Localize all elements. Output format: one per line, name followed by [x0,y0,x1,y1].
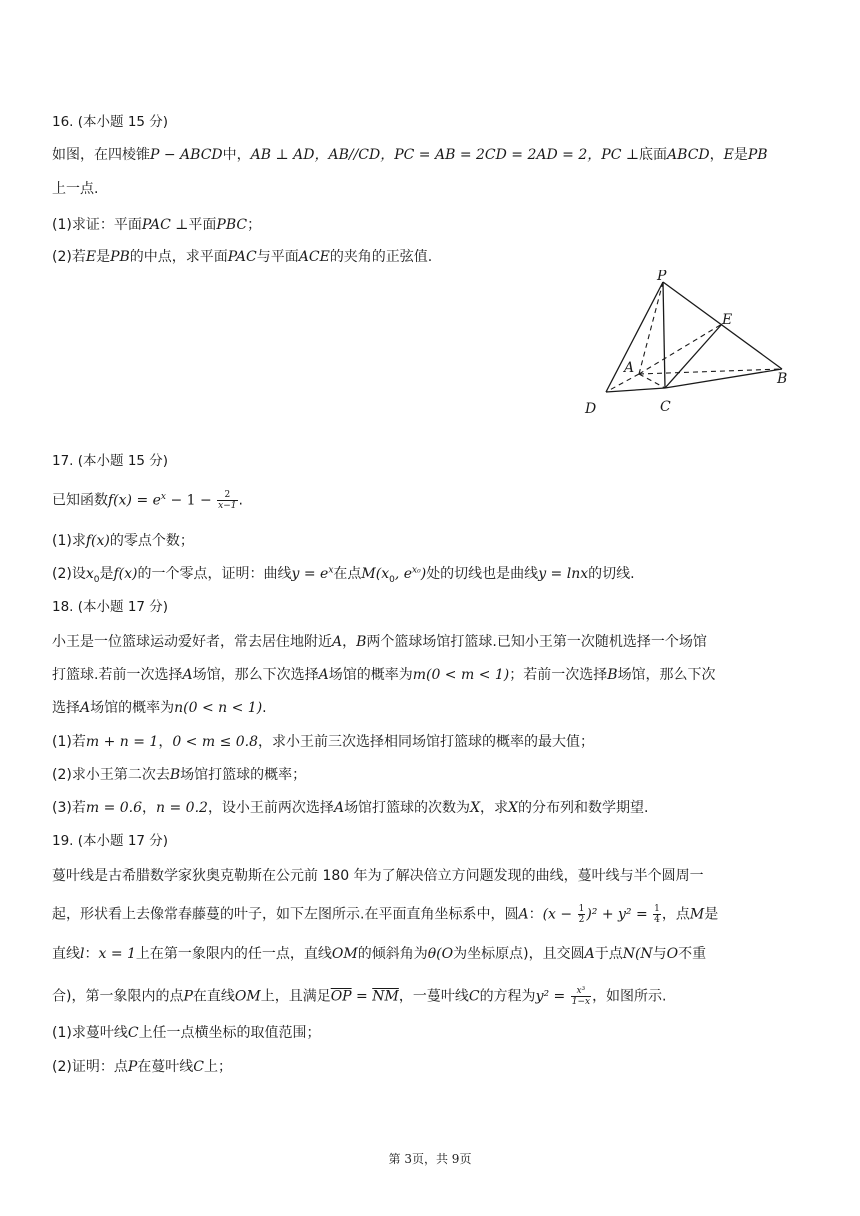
q16-part1: (1)求证：平面PAC ⊥平面PBC； [52,217,262,233]
q16-part2: (2)若E是PB的中点，求平面PAC与平面ACE的夹角的正弦值. [52,249,433,265]
q18-part3: (3)若m = 0.6，n = 0.2，设小王前两次选择A场馆打篮球的次数为X，求X的分布列和数学期望. [52,800,649,816]
q19-part1: (1)求蔓叶线C上任一点横坐标的取值范围； [52,1025,321,1041]
fraction-half: $\frac{1}{2}$ [578,904,585,925]
q16-header: 16. (本小题 15 分) [52,114,169,130]
q17-part1: (1)求f(x)的零点个数； [52,533,194,549]
edge-PC [663,282,665,388]
edge-PA-hidden [639,282,663,374]
q18-header: 18. (本小题 17 分) [52,599,169,615]
q18-part2: (2)求小王第二次去B场馆打篮球的概率； [52,767,307,783]
edge-AB-hidden [639,369,782,374]
q17-header: 17. (本小题 15 分) [52,453,169,469]
label-C: C [660,399,671,415]
q18-stem-line1: 小王是一位篮球运动爱好者，常去居住地附近A，B两个篮球场馆打篮球.已知小王第一次随机选择一个场馆 [52,634,707,650]
label-A: A [624,360,635,376]
label-B: B [777,371,788,387]
edge-AE-hidden [639,324,722,374]
q18-stem-line2: 打篮球.若前一次选择A场馆，那么下次选择A场馆的概率为m(0 < m < 1)；若前一次选择B场馆，那么下次 [52,667,716,683]
edge-PD [606,282,663,392]
edge-CE [665,324,722,388]
q19-stem-line4: 合)，第一象限内的点P在直线OM上，且满足$\overline{OP} = \overline{NM}$，一蔓叶线C的方程为y² = $\frac{\text{x³}}{1-x}$ ，如图所示. [52,986,667,1007]
q18-part1: (1)若m + n = 1，0 < m ≤ 0.8，求小王前三次选择相同场馆打篮球的概率的最大值； [52,734,595,750]
fraction-cissoid: $\frac{\text{x³}}{1-x}$ [571,986,591,1007]
q18-stem-line3: 选择A场馆的概率为n(0 < n < 1). [52,700,267,716]
fraction-quarter: $\frac{1}{4}$ [654,904,660,925]
edge-AC-hidden [639,374,665,388]
q19-stem-line2: 起，形状看上去像常春藤蔓的叶子，如下左图所示.在平面直角坐标系中，圆A：(x − $\frac{1}{2}$ )² + y² = $\frac{1}{4}$ ，点M是 [52,904,719,925]
fraction: $\frac{2}{x-1}$ [218,490,237,511]
edge-DC [606,388,665,392]
q19-stem-line3: 直线l：x = 1上在第一象限内的任一点，直线OM的倾斜角为θ(O为坐标原点)，且交圆A于点N(N与O不重 [52,946,707,962]
q16-stem-line2: 上一点. [52,181,99,197]
label-P: P [657,270,667,284]
edge-CB [665,369,782,388]
q17-part2: (2)设$x_0$是f(x)的一个零点，证明：曲线$y = e^x$在点$M(x_0$, $e^{x_0}$)处的切线也是曲线y = lnx的切线. [52,565,635,585]
q19-stem-line1: 蔓叶线是古希腊数学家狄奥克勒斯在公元前 180 年为了解决倍立方问题发现的曲线，蔓叶线与半个圆周一 [52,868,704,884]
q17-stem: 已知函数$f(x) = e^x - 1$ − $\frac{2}{x-1}$ . [52,490,243,511]
page-footer: 第 3页，共 9页 [388,1152,472,1166]
q19-header: 19. (本小题 17 分) [52,833,169,849]
label-D: D [585,401,597,417]
pyramid-figure [576,270,796,420]
label-E: E [722,312,733,328]
q16-stem-line1: 如图，在四棱锥P − ABCD中，AB ⊥ AD，AB//CD，PC = AB = 2CD = 2AD = 2，PC ⊥底面ABCD，E是PB [52,147,768,163]
q19-part2: (2)证明：点P在蔓叶线C上； [52,1059,232,1075]
